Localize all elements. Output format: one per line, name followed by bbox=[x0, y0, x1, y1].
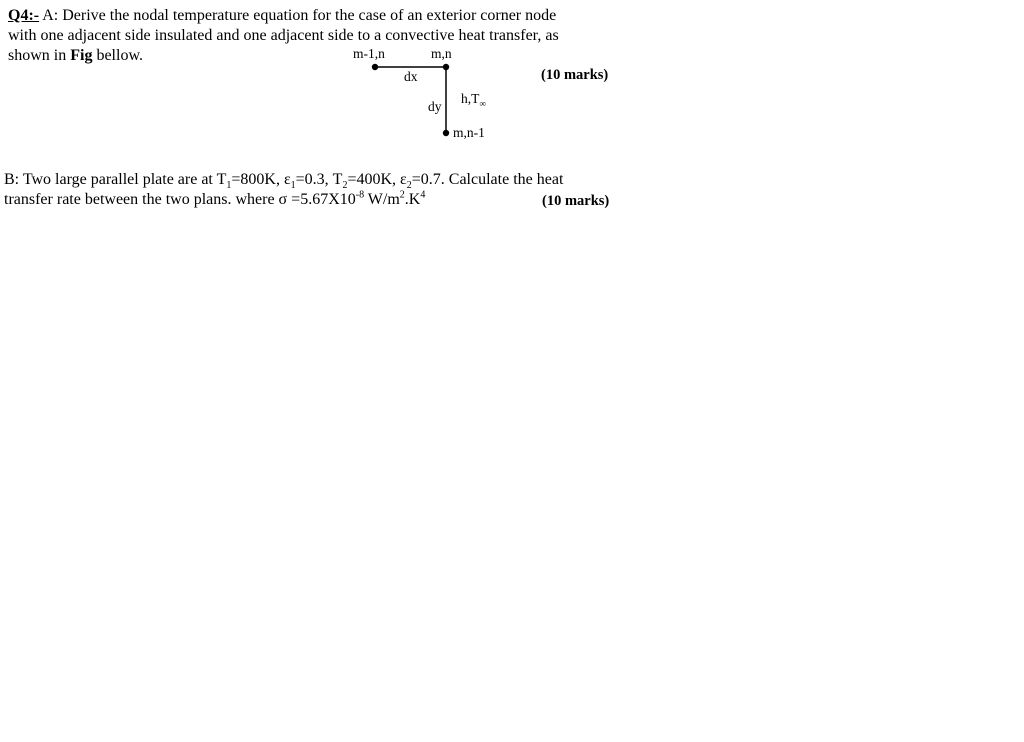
question-a-line-1 bbox=[8, 6, 556, 26]
figure-svg bbox=[360, 52, 510, 142]
corner-node-figure bbox=[353, 46, 510, 142]
part-b-marks: (10 marks) bbox=[542, 193, 610, 209]
b-text-7: W/m bbox=[364, 191, 400, 208]
t2-subscript: 2 bbox=[342, 180, 348, 192]
dy-label: dy bbox=[428, 99, 442, 114]
question-a-text: A: Derive the nodal temperature equation for the case of an exterior corner node bbox=[42, 7, 557, 24]
b-text-8: .K bbox=[404, 191, 421, 208]
e1-subscript: 1 bbox=[290, 180, 296, 192]
e2-subscript: 2 bbox=[406, 180, 412, 192]
line3-start: shown in bbox=[8, 47, 71, 64]
b-text-5: =0.7. Calculate the heat bbox=[411, 171, 564, 188]
line3-end: bellow. bbox=[92, 47, 143, 64]
b-text-1: B: Two large parallel plate are at T bbox=[4, 171, 227, 188]
part-a-marks: (10 marks) bbox=[541, 67, 609, 83]
b-text-2: =800K, ε bbox=[231, 171, 291, 188]
node-corner-label: m,n bbox=[431, 46, 452, 61]
b-text-3: =0.3, T bbox=[295, 171, 343, 188]
node-corner-dot bbox=[443, 64, 449, 70]
convection-label bbox=[461, 91, 486, 109]
question-b-line-1 bbox=[4, 170, 563, 190]
sigma-exponent: -8 bbox=[355, 189, 365, 201]
k-exponent: 4 bbox=[420, 189, 426, 201]
node-left-dot bbox=[372, 64, 378, 70]
dx-label: dx bbox=[404, 69, 418, 84]
question-b-line-2 bbox=[4, 190, 425, 210]
convection-h: h,T bbox=[461, 91, 480, 106]
node-bottom-label: m,n-1 bbox=[453, 125, 485, 140]
node-bottom-dot bbox=[443, 130, 449, 136]
b-text-6: transfer rate between the two plans. where σ =5.67X10 bbox=[4, 191, 356, 208]
fig-reference: Fig bbox=[70, 47, 93, 64]
question-a-line-3 bbox=[8, 46, 143, 66]
question-label: Q4:- bbox=[8, 7, 40, 24]
node-left-label: m-1,n bbox=[353, 46, 385, 61]
m-exponent: 2 bbox=[399, 189, 405, 201]
convection-inf: ∞ bbox=[479, 98, 486, 109]
question-a-line-2: with one adjacent side insulated and one adjacent side to a convective heat transfer, as bbox=[8, 27, 559, 44]
b-text-4: =400K, ε bbox=[347, 171, 407, 188]
t1-subscript: 1 bbox=[226, 180, 232, 192]
